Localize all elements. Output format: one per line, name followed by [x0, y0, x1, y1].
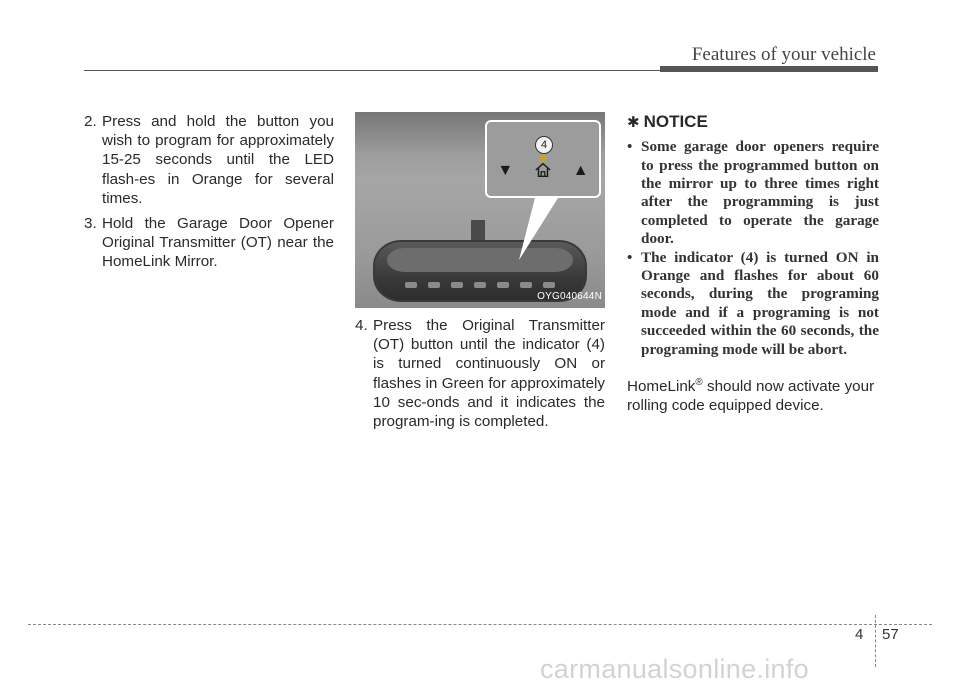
- homelink-buttons: [487, 161, 599, 180]
- page-divider: [875, 615, 876, 667]
- footer-rule: [28, 624, 932, 625]
- callout-pointer: [515, 190, 575, 260]
- zoom-callout: [485, 120, 601, 198]
- page-number: 57: [882, 626, 899, 643]
- middle-column: [355, 112, 605, 437]
- mirror-button: [451, 282, 463, 288]
- home-icon: [534, 161, 552, 179]
- closing-text: should now activate your rolling code equipped device.: [627, 378, 875, 415]
- notice-heading: [627, 112, 879, 132]
- step-text: Press and hold the button you wish to program for approximately 15-25 seconds until the LED flash-es in Orange for several times.: [102, 113, 334, 207]
- bullet-text: Some garage door openers require to press the programmed button on the mirror up to three times right after the programming is just completed to operate the garage door.: [641, 138, 879, 248]
- figure-code: OYG040644N: [537, 290, 602, 302]
- step-3: [84, 214, 334, 272]
- arrow-down-icon: ▼: [497, 161, 514, 179]
- mirror-button: [497, 282, 509, 288]
- header-rule-thin: [84, 70, 660, 71]
- watermark: carmanualsonline.info: [540, 654, 809, 684]
- step-text: Press the Original Transmitter (OT) button until the indicator (4) is turned continuously ON or flashes in Green for approximately 10 sec-onds and it indicates the program-ing is completed.: [373, 317, 605, 431]
- page-chapter: 4: [855, 626, 864, 643]
- notice-title: NOTICE: [643, 112, 708, 131]
- page-header-title: Features of your vehicle: [691, 44, 876, 65]
- mirror-button: [520, 282, 532, 288]
- step-number: 3.: [84, 215, 97, 233]
- step-4: [355, 316, 605, 431]
- mirror-buttons: [405, 282, 555, 292]
- bullet-dot: •: [627, 248, 633, 266]
- mirror-button: [405, 282, 417, 288]
- header-rule-thick: [660, 66, 878, 72]
- bullet-text: The indicator (4) is turned ON in Orange and flashes for about 60 seconds, during the programing mode and if a programing is not succeeded within the 60 seconds, the programing mode will be abort.: [641, 248, 879, 358]
- step-number: 4.: [355, 317, 368, 334]
- step-number: 2.: [84, 113, 97, 130]
- notice-bullet: [627, 249, 879, 359]
- step-text: Hold the Garage Door Opener Original Transmitter (OT) near the HomeLink Mirror.: [102, 215, 334, 271]
- arrow-up-icon: ▲: [572, 161, 589, 179]
- closing-brand: HomeLink: [627, 378, 696, 396]
- bullet-dot: •: [627, 138, 633, 156]
- notice-star-icon: ✱: [627, 114, 640, 131]
- closing-paragraph: [627, 373, 879, 415]
- mirror-figure: [355, 112, 605, 308]
- notice-bullet: [627, 138, 879, 248]
- mirror-button: [474, 282, 486, 288]
- mirror-button: [428, 282, 440, 288]
- step-2: [84, 112, 334, 208]
- callout-number-badge: 4: [535, 136, 553, 154]
- registered-mark: ®: [695, 377, 703, 389]
- left-column: [84, 112, 334, 278]
- right-column: [627, 112, 879, 431]
